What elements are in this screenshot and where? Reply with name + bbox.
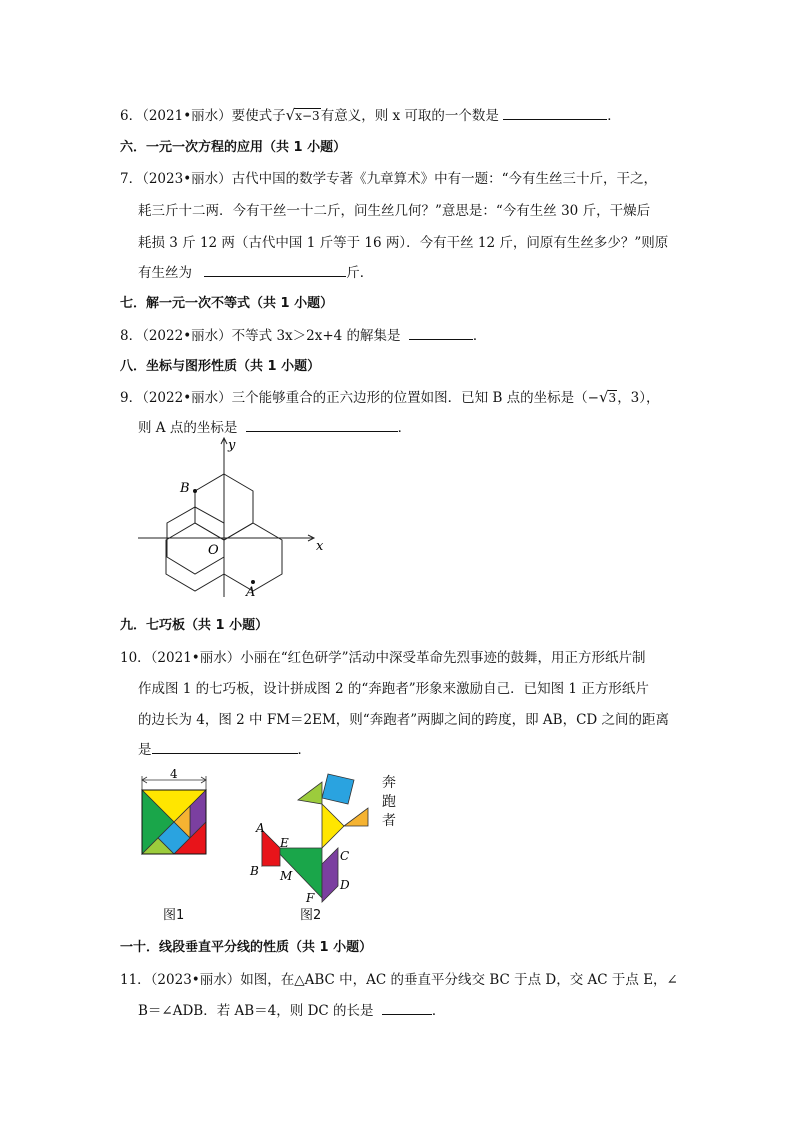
runner-title-char: 跑 [382, 794, 396, 810]
point-c-label: C [340, 849, 350, 863]
question-11-line-2 [138, 999, 445, 1019]
tangram-figure-1 [136, 768, 216, 860]
question-10-line-4 [138, 738, 311, 758]
point-b-label: B [250, 864, 259, 878]
runner-arm-lime [298, 782, 322, 804]
radical-sign: √ [285, 106, 296, 124]
answer-blank-10[interactable] [152, 739, 298, 754]
point-b-label: B [180, 481, 190, 496]
point-a-dot [251, 580, 255, 584]
question-10-line-3: 的边长为 4，图 2 中 FM＝2EM，则“奔跑者”两脚之间的跨度，即 AB，CD 之间的距离 [138, 712, 670, 728]
q9-line-2b: ． [397, 420, 412, 436]
q11-line-2b: ． [431, 1003, 446, 1019]
point-a-label: A [256, 821, 265, 835]
q8-end: ． [472, 328, 487, 344]
hexagon-figure [136, 432, 336, 602]
figure-1-caption: 图1 [163, 908, 185, 923]
question-7-line-2: 耗三斤十二两．今有干丝一十二斤，问生丝几何？”意思是：“今有生丝 30 斤，干燥后 [138, 203, 651, 219]
question-6 [120, 104, 621, 124]
q6-end: ． [607, 108, 621, 124]
question-7-line-4 [138, 261, 373, 281]
point-m-label: M [280, 869, 293, 883]
y-label: y [228, 438, 236, 453]
runner-body-yellow [322, 804, 344, 848]
point-d-label: D [340, 878, 350, 892]
runner-figure-2 [248, 768, 378, 910]
section-10-heading: 一十．线段垂直平分线的性质（共 1 小题） [120, 940, 373, 955]
runner-foot-red-2 [262, 830, 280, 866]
q7-line-4a: 有生丝为 [138, 265, 192, 281]
answer-blank-9[interactable] [246, 417, 398, 432]
q10-line-4a: 是 [138, 742, 152, 758]
section-9-heading: 九．七巧板（共 1 小题） [120, 618, 269, 633]
q9-line-2a: 则 A 点的坐标是 [138, 420, 238, 436]
q7-line-4b: 斤． [346, 265, 374, 281]
side-label: 4 [170, 768, 178, 781]
runner-title-char: 者 [382, 813, 396, 829]
q6-source: ．（2021•丽水）要使式子 [128, 108, 286, 124]
point-f-label: F [306, 891, 315, 905]
q9-radicand: 3 [608, 391, 617, 405]
q6-radicand: x−3 [295, 109, 320, 123]
answer-blank-6[interactable] [503, 105, 607, 120]
point-b-dot [193, 489, 197, 493]
point-e-label: E [280, 836, 289, 850]
question-7-line-3: 耗损 3 斤 12 两（古代中国 1 斤等于 16 两）．今有干丝 12 斤，问原有生丝多少？”则原 [138, 235, 669, 251]
q8-text: 8．（2022•丽水）不等式 3x＞2x+4 的解集是 [120, 328, 401, 344]
q10-line-4b: ． [297, 742, 311, 758]
runner-title [381, 774, 397, 831]
q6-number: 6 [120, 108, 129, 124]
question-11-line-1: 11．（2023•丽水）如图，在△ABC 中，AC 的垂直平分线交 BC 于点 D，交 AC 于点 E，∠ [120, 972, 678, 988]
section-7-heading: 七．解一元一次不等式（共 1 小题） [120, 296, 334, 311]
x-label: x [316, 539, 324, 554]
q6-tail: 有意义，则 x 可取的一个数是 [320, 108, 499, 124]
question-10-line-1: 10．（2021•丽水）小丽在“红色研学”活动中深受革命先烈事迹的鼓舞，用正方形纸片制 [120, 650, 646, 666]
section-6-heading: 六．一元一次方程的应用（共 1 小题） [120, 140, 347, 155]
section-8-heading: 八．坐标与图形性质（共 1 小题） [120, 359, 321, 374]
point-a-label: A [246, 585, 256, 600]
runner-title-char: 奔 [382, 775, 396, 791]
q9-line-1b: ，3）， [617, 390, 660, 406]
question-9-line-1 [120, 386, 660, 406]
q11-line-2a: B＝∠ADB．若 AB＝4，则 DC 的长是 [138, 1003, 374, 1019]
runner-head-blue [322, 774, 354, 804]
origin-label: O [208, 543, 219, 558]
q9-line-1a: 9．（2022•丽水）三个能够重合的正六边形的位置如图．已知 B 点的坐标是（− [120, 390, 599, 406]
answer-blank-7[interactable] [204, 262, 346, 277]
runner-foot-purple [322, 848, 338, 902]
runner-arm-orange [344, 808, 368, 826]
figure-2-caption: 图2 [300, 908, 322, 923]
radical-sign: √ [598, 388, 609, 406]
answer-blank-11[interactable] [382, 1000, 432, 1015]
question-10-line-2: 作成图 1 的七巧板，设计拼成图 2 的“奔跑者”形象来激励自己．已知图 1 正方形纸片 [138, 681, 649, 697]
question-7-line-1: 7．（2023•丽水）古代中国的数学专著《九章算术》中有一题：“今有生丝三十斤，干之， [120, 171, 658, 187]
answer-blank-8[interactable] [409, 325, 473, 340]
question-8 [120, 324, 486, 344]
